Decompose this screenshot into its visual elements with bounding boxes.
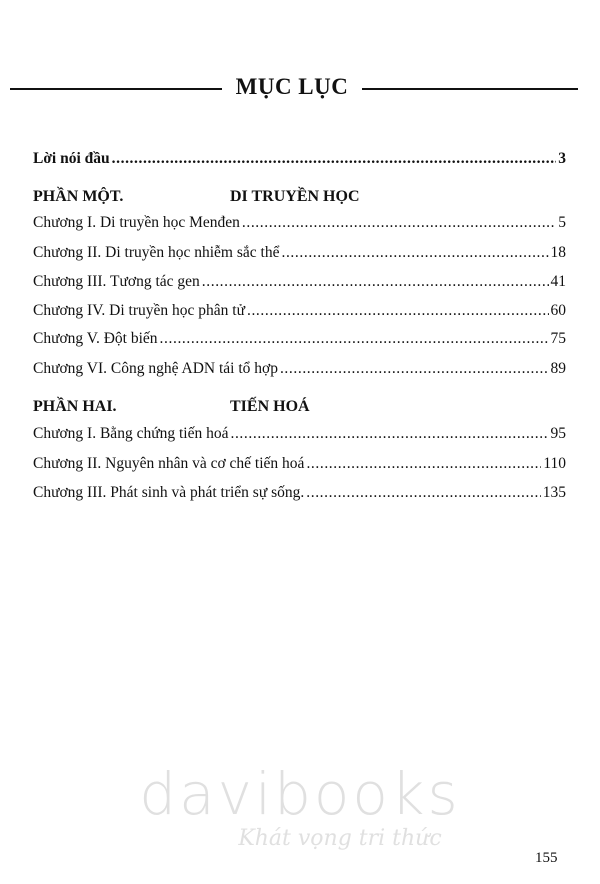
toc-entry-page: 5 xyxy=(558,214,566,231)
dot-leader xyxy=(280,360,549,378)
page-number: 155 xyxy=(535,850,558,866)
dot-leader xyxy=(230,425,548,443)
toc-entry-chapter[interactable] xyxy=(33,425,566,447)
dot-leader xyxy=(281,244,548,262)
toc-entry-page: 89 xyxy=(550,360,566,377)
toc-entry-preface[interactable] xyxy=(33,150,566,172)
part-name: PHẦN MỘT. xyxy=(33,188,124,205)
dot-leader xyxy=(306,455,541,473)
part-title: TIẾN HOÁ xyxy=(230,398,310,415)
part-heading-2 xyxy=(33,398,566,422)
toc-entry-label: Chương I. Bằng chứng tiến hoá xyxy=(33,425,229,442)
header-rule-right xyxy=(362,88,578,90)
toc-entry-label: Chương III. Tương tác gen xyxy=(33,273,200,290)
toc-entry-page: 110 xyxy=(543,455,566,472)
toc-entry-label: Chương V. Đột biến xyxy=(33,330,158,347)
toc-entry-page: 3 xyxy=(558,150,566,167)
toc-entry-page: 41 xyxy=(550,273,566,290)
dot-leader xyxy=(112,150,557,168)
toc-title: MỤC LỤC xyxy=(235,74,349,99)
dot-leader xyxy=(247,302,549,320)
toc-entry-chapter[interactable] xyxy=(33,330,566,352)
toc-entry-label: Lời nói đầu xyxy=(33,150,110,167)
part-title: DI TRUYỀN HỌC xyxy=(230,188,360,205)
toc-entry-label: Chương II. Di truyền học nhiễm sắc thể xyxy=(33,244,280,261)
toc-entry-chapter[interactable] xyxy=(33,273,566,295)
toc-entry-page: 18 xyxy=(550,244,566,261)
toc-entry-label: Chương VI. Công nghệ ADN tái tổ hợp xyxy=(33,360,278,377)
part-heading-1 xyxy=(33,188,566,212)
toc-entry-page: 60 xyxy=(550,302,566,319)
dot-leader xyxy=(202,273,549,291)
toc-entry-label: Chương II. Nguyên nhân và cơ chế tiến hoá xyxy=(33,455,305,472)
watermark-brand: davibooks xyxy=(139,760,461,828)
part-name: PHẦN HAI. xyxy=(33,398,117,415)
toc-entry-chapter[interactable] xyxy=(33,484,566,506)
toc-entry-chapter[interactable] xyxy=(33,302,566,324)
toc-entry-label: Chương IV. Di truyền học phân tử xyxy=(33,302,245,319)
toc-entry-chapter[interactable] xyxy=(33,455,566,477)
toc-entry-page: 75 xyxy=(550,330,566,347)
header-rule-left xyxy=(10,88,222,90)
toc-entry-label: Chương I. Di truyền học Menđen xyxy=(33,214,240,231)
toc-entry-chapter[interactable] xyxy=(33,360,566,382)
toc-entry-chapter[interactable] xyxy=(33,214,566,236)
toc-header xyxy=(10,70,578,106)
toc-entry-label: Chương III. Phát sinh và phát triển sự sống. xyxy=(33,484,305,501)
watermark-slogan: Khát vọng tri thức xyxy=(238,826,442,851)
toc-entry-chapter[interactable] xyxy=(33,244,566,266)
dot-leader xyxy=(160,330,549,348)
toc-entry-page: 95 xyxy=(550,425,566,442)
toc-entry-page: 135 xyxy=(542,484,566,501)
dot-leader xyxy=(242,214,556,232)
dot-leader xyxy=(306,484,541,502)
